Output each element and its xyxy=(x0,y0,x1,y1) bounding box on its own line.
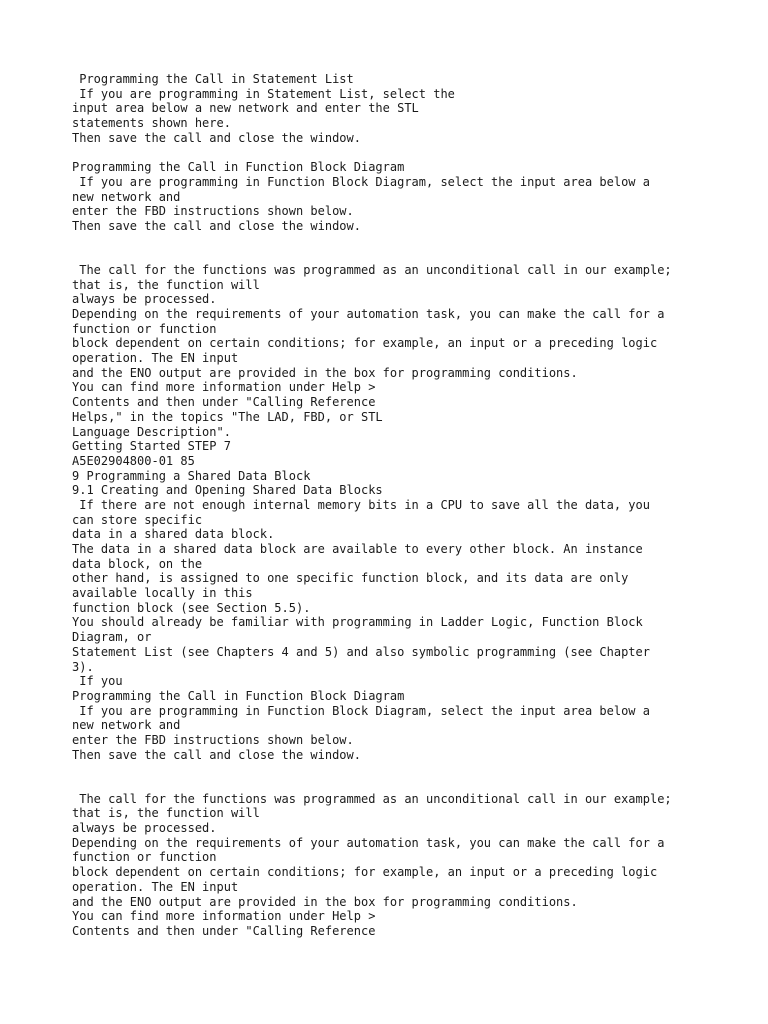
text-line: enter the FBD instructions shown below. xyxy=(72,204,354,219)
blank-line xyxy=(72,248,712,263)
text-line: new network and xyxy=(72,718,181,733)
text-line: If there are not enough internal memory bits in a CPU to save all the data, you xyxy=(72,497,650,512)
text-line: Then save the call and close the window. xyxy=(72,130,361,145)
text-line: input area below a new network and enter the STL xyxy=(72,101,419,116)
text-line: 3). xyxy=(72,659,94,674)
text-line: Programming the Call in Statement List xyxy=(72,72,354,86)
text-line: Contents and then under "Calling Reference xyxy=(72,923,376,938)
text-line: and the ENO output are provided in the box for programming conditions. xyxy=(72,894,578,909)
text-line: operation. The EN input xyxy=(72,351,239,366)
text-line: can store specific xyxy=(72,512,203,527)
text-line: 9 Programming a Shared Data Block xyxy=(72,468,311,483)
text-line: The call for the functions was programmed as an unconditional call in our example; xyxy=(72,262,672,277)
text-line: You should already be familiar with programming in Ladder Logic, Function Block xyxy=(72,615,643,630)
text-line: Getting Started STEP 7 xyxy=(72,439,231,454)
text-line: Depending on the requirements of your automation task, you can make the call for a xyxy=(72,307,665,321)
text-line: enter the FBD instructions shown below. xyxy=(72,732,354,747)
text-line: If you are programming in Function Block Diagram, select the input area below a xyxy=(72,174,650,189)
text-line: always be processed. xyxy=(72,821,217,836)
text-line: If you are programming in Function Block Diagram, select the input area below a xyxy=(72,703,650,718)
text-line: operation. The EN input xyxy=(72,879,239,894)
text-line: Then save the call and close the window. xyxy=(72,218,361,233)
text-line: block dependent on certain conditions; for example, an input or a preceding logic xyxy=(72,865,658,880)
text-line: Programming the Call in Function Block Diagram xyxy=(72,688,405,703)
text-line: new network and xyxy=(72,189,181,204)
text-line: Statement List (see Chapters 4 and 5) and also symbolic programming (see Chapter xyxy=(72,644,650,659)
blank-line xyxy=(72,145,712,160)
text-line: function or function xyxy=(72,850,217,865)
text-line: Diagram, or xyxy=(72,630,152,645)
text-line: available locally in this xyxy=(72,586,253,601)
text-line: and the ENO output are provided in the box for programming conditions. xyxy=(72,365,578,380)
text-line: You can find more information under Help > xyxy=(72,380,376,395)
text-line: The call for the functions was programmed as an unconditional call in our example; xyxy=(72,791,672,806)
text-line: Depending on the requirements of your automation task, you can make the call for a xyxy=(72,835,665,850)
text-line: data in a shared data block. xyxy=(72,527,275,542)
text-line: 9.1 Creating and Opening Shared Data Blocks xyxy=(72,483,383,498)
text-line: that is, the function will xyxy=(72,806,260,821)
text-line: If you xyxy=(72,674,123,689)
text-line: Programming the Call in Function Block Diagram xyxy=(72,160,405,175)
text-line: statements shown here. xyxy=(72,116,231,131)
blank-line xyxy=(72,234,712,249)
text-line: data block, on the xyxy=(72,556,203,571)
document-body xyxy=(72,72,712,939)
blank-line xyxy=(72,777,712,792)
text-line: other hand, is assigned to one specific function block, and its data are only xyxy=(72,571,629,586)
text-line: Then save the call and close the window. xyxy=(72,747,361,762)
text-line: Helps," in the topics "The LAD, FBD, or STL xyxy=(72,409,383,424)
text-line: Contents and then under "Calling Reference xyxy=(72,395,376,410)
text-line: Language Description". xyxy=(72,424,231,439)
blank-line xyxy=(72,762,712,777)
text-line: function block (see Section 5.5). xyxy=(72,600,311,615)
text-line: If you are programming in Statement List, select the xyxy=(72,86,455,101)
text-line: function or function xyxy=(72,321,217,336)
text-line: The data in a shared data block are available to every other block. An instance xyxy=(72,542,643,556)
text-line: A5E02904800-01 85 xyxy=(72,453,195,468)
text-line: You can find more information under Help > xyxy=(72,909,376,924)
text-line: block dependent on certain conditions; for example, an input or a preceding logic xyxy=(72,336,658,351)
text-line: always be processed. xyxy=(72,292,217,307)
text-line: that is, the function will xyxy=(72,277,260,292)
